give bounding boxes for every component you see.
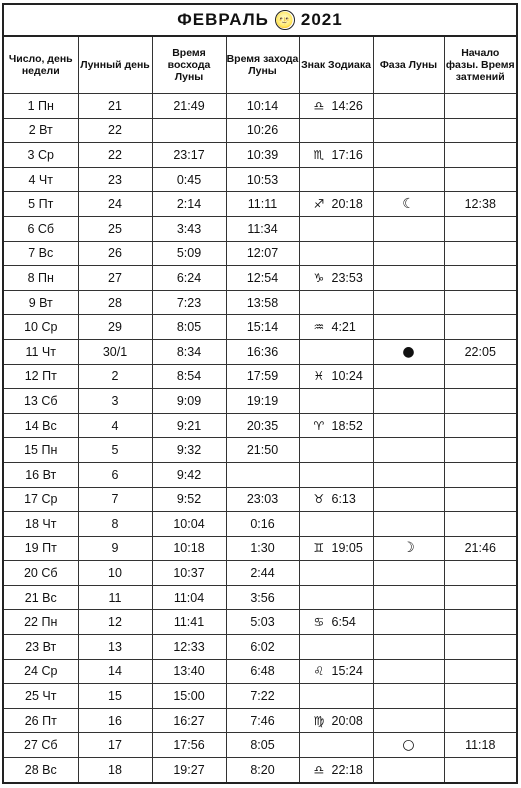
cell-date: 2 Вт: [4, 118, 78, 143]
cell-moonset: 10:53: [226, 167, 299, 192]
cell-date: 19 Пт: [4, 536, 78, 561]
cell-zodiac: [299, 561, 373, 586]
table-row: [4, 536, 516, 561]
cell-phase: [373, 758, 444, 782]
cell-moonset: 0:16: [226, 512, 299, 537]
cell-phase-start: [444, 462, 516, 487]
cell-phase-start: [444, 118, 516, 143]
cell-lunar-day: 22: [78, 143, 152, 168]
cell-zodiac: [299, 192, 373, 217]
header-moonrise: Время восхода Луны: [152, 37, 226, 94]
cell-moonrise: 10:04: [152, 512, 226, 537]
cell-moonset: 23:03: [226, 487, 299, 512]
cell-lunar-day: 27: [78, 266, 152, 291]
cell-zodiac: [299, 364, 373, 389]
cell-moonset: 20:35: [226, 413, 299, 438]
zodiac-sign-icon: ♍: [313, 713, 325, 728]
title-month: ФЕВРАЛЬ: [177, 10, 269, 29]
zodiac-time: 20:08: [331, 713, 363, 728]
cell-moonrise: 19:27: [152, 758, 226, 782]
table-row: [4, 290, 516, 315]
cell-phase: ☽: [373, 536, 444, 561]
cell-moonset: 17:59: [226, 364, 299, 389]
cell-lunar-day: 25: [78, 216, 152, 241]
cell-lunar-day: 24: [78, 192, 152, 217]
cell-moonrise: 16:27: [152, 708, 226, 733]
cell-phase: [373, 216, 444, 241]
cell-lunar-day: 16: [78, 708, 152, 733]
header-zodiac: Знак Зодиака: [299, 37, 373, 94]
cell-moonrise: 13:40: [152, 659, 226, 684]
cell-date: 28 Вс: [4, 758, 78, 782]
cell-moonset: 21:50: [226, 438, 299, 463]
cell-phase: [373, 364, 444, 389]
cell-date: 21 Вс: [4, 585, 78, 610]
cell-zodiac: [299, 167, 373, 192]
zodiac-time: 19:05: [331, 541, 363, 556]
cell-lunar-day: 22: [78, 118, 152, 143]
cell-date: 24 Ср: [4, 659, 78, 684]
table-row: [4, 733, 516, 758]
header-lunar-day: Лунный день: [78, 37, 152, 94]
cell-lunar-day: 13: [78, 635, 152, 660]
cell-date: 17 Ср: [4, 487, 78, 512]
cell-lunar-day: 4: [78, 413, 152, 438]
zodiac-time: 14:26: [331, 98, 363, 113]
cell-moonrise: 10:18: [152, 536, 226, 561]
cell-date: 4 Чт: [4, 167, 78, 192]
cell-zodiac: [299, 708, 373, 733]
cell-moonrise: 9:21: [152, 413, 226, 438]
cell-zodiac: [299, 339, 373, 364]
zodiac-sign-icon: ♒: [313, 320, 325, 335]
cell-moonrise: 21:49: [152, 94, 226, 119]
cell-lunar-day: 6: [78, 462, 152, 487]
table-row: [4, 561, 516, 586]
cell-zodiac: [299, 462, 373, 487]
cell-date: 26 Пт: [4, 708, 78, 733]
cell-lunar-day: 15: [78, 684, 152, 709]
cell-moonrise: 8:54: [152, 364, 226, 389]
cell-phase: [373, 143, 444, 168]
cell-phase: [373, 389, 444, 414]
cell-phase-start: [444, 512, 516, 537]
cell-phase-start: [444, 315, 516, 340]
table-row: [4, 364, 516, 389]
cell-phase: [373, 512, 444, 537]
zodiac-time: 10:24: [331, 369, 363, 384]
cell-lunar-day: 23: [78, 167, 152, 192]
header-moonset: Время захода Луны: [226, 37, 299, 94]
cell-date: 15 Пн: [4, 438, 78, 463]
table-row: [4, 512, 516, 537]
cell-phase-start: [444, 241, 516, 266]
cell-phase-start: 21:46: [444, 536, 516, 561]
cell-phase-start: [444, 758, 516, 782]
cell-zodiac: [299, 635, 373, 660]
cell-date: 16 Вт: [4, 462, 78, 487]
table-row: [4, 192, 516, 217]
zodiac-time: 6:13: [331, 492, 356, 507]
zodiac-time: 6:54: [331, 615, 356, 630]
cell-zodiac: [299, 266, 373, 291]
cell-phase-start: [444, 487, 516, 512]
cell-phase-start: 22:05: [444, 339, 516, 364]
cell-phase-start: [444, 290, 516, 315]
cell-zodiac: [299, 413, 373, 438]
cell-zodiac: [299, 241, 373, 266]
cell-phase: [373, 315, 444, 340]
cell-moonset: 7:46: [226, 708, 299, 733]
cell-moonrise: 12:33: [152, 635, 226, 660]
cell-moonset: 6:48: [226, 659, 299, 684]
cell-date: 18 Чт: [4, 512, 78, 537]
page-title: [4, 5, 516, 37]
cell-zodiac: [299, 290, 373, 315]
table-row: [4, 659, 516, 684]
cell-phase-start: 11:18: [444, 733, 516, 758]
cell-moonrise: 11:41: [152, 610, 226, 635]
cell-lunar-day: 10: [78, 561, 152, 586]
cell-phase-start: [444, 585, 516, 610]
cell-date: 12 Пт: [4, 364, 78, 389]
cell-moonrise: 8:05: [152, 315, 226, 340]
cell-phase-start: [444, 389, 516, 414]
cell-phase: [373, 413, 444, 438]
cell-moonrise: 2:14: [152, 192, 226, 217]
zodiac-time: 15:24: [331, 664, 363, 679]
zodiac-time: 17:16: [331, 147, 363, 162]
cell-moonset: 12:54: [226, 266, 299, 291]
table-row: [4, 462, 516, 487]
table-row: [4, 684, 516, 709]
zodiac-sign-icon: ♑: [313, 270, 325, 285]
table-row: [4, 413, 516, 438]
cell-moonset: 8:20: [226, 758, 299, 782]
cell-moonset: 10:39: [226, 143, 299, 168]
cell-phase: [373, 118, 444, 143]
cell-moonrise: 9:42: [152, 462, 226, 487]
cell-lunar-day: 8: [78, 512, 152, 537]
cell-date: 9 Вт: [4, 290, 78, 315]
cell-lunar-day: 18: [78, 758, 152, 782]
cell-moonrise: [152, 118, 226, 143]
cell-phase-start: [444, 266, 516, 291]
cell-date: 1 Пн: [4, 94, 78, 119]
cell-moonrise: 6:24: [152, 266, 226, 291]
cell-zodiac: [299, 733, 373, 758]
cell-moonrise: 7:23: [152, 290, 226, 315]
cell-moonset: 5:03: [226, 610, 299, 635]
cell-date: 20 Сб: [4, 561, 78, 586]
zodiac-time: 18:52: [331, 418, 363, 433]
cell-phase: [373, 561, 444, 586]
cell-lunar-day: 7: [78, 487, 152, 512]
zodiac-time: 20:18: [331, 197, 363, 212]
cell-date: 6 Сб: [4, 216, 78, 241]
table-header-row: [4, 37, 516, 94]
cell-zodiac: [299, 536, 373, 561]
cell-phase-start: [444, 216, 516, 241]
header-date: Число, день недели: [4, 37, 78, 94]
table-row: [4, 216, 516, 241]
cell-date: 25 Чт: [4, 684, 78, 709]
cell-zodiac: [299, 758, 373, 782]
table-row: [4, 143, 516, 168]
zodiac-sign-icon: ♉: [313, 492, 325, 507]
cell-zodiac: [299, 94, 373, 119]
cell-moonset: 11:34: [226, 216, 299, 241]
zodiac-time: 4:21: [331, 320, 356, 335]
cell-moonset: 13:58: [226, 290, 299, 315]
cell-moonset: 8:05: [226, 733, 299, 758]
cell-moonset: 11:11: [226, 192, 299, 217]
cell-moonrise: 10:37: [152, 561, 226, 586]
cell-phase-start: 12:38: [444, 192, 516, 217]
cell-zodiac: [299, 684, 373, 709]
cell-phase: [373, 684, 444, 709]
cell-moonset: 6:02: [226, 635, 299, 660]
table-row: [4, 241, 516, 266]
cell-lunar-day: 2: [78, 364, 152, 389]
cell-moonset: 1:30: [226, 536, 299, 561]
cell-phase-start: [444, 659, 516, 684]
cell-lunar-day: 21: [78, 94, 152, 119]
header-phase: Фаза Луны: [373, 37, 444, 94]
cell-phase: [373, 610, 444, 635]
cell-date: 8 Пн: [4, 266, 78, 291]
cell-moonset: 10:14: [226, 94, 299, 119]
table-body: [4, 94, 516, 782]
zodiac-time: 23:53: [331, 270, 363, 285]
cell-moonrise: 9:52: [152, 487, 226, 512]
cell-phase: [373, 585, 444, 610]
cell-phase-start: [444, 635, 516, 660]
cell-zodiac: [299, 585, 373, 610]
table-row: [4, 94, 516, 119]
cell-moonrise: 23:17: [152, 143, 226, 168]
cell-moonset: 7:22: [226, 684, 299, 709]
cell-phase: [373, 487, 444, 512]
lunar-calendar-table: [4, 37, 516, 782]
cell-zodiac: [299, 487, 373, 512]
cell-phase: [373, 438, 444, 463]
cell-moonrise: 8:34: [152, 339, 226, 364]
cell-lunar-day: 12: [78, 610, 152, 635]
table-row: [4, 266, 516, 291]
cell-zodiac: [299, 610, 373, 635]
cell-date: 11 Чт: [4, 339, 78, 364]
cell-moonrise: 9:09: [152, 389, 226, 414]
table-row: [4, 438, 516, 463]
table-row: [4, 610, 516, 635]
cell-date: 23 Вт: [4, 635, 78, 660]
cell-phase-start: [444, 364, 516, 389]
moon-face-icon: 🌝: [275, 11, 295, 29]
cell-phase: [373, 241, 444, 266]
cell-date: 14 Вс: [4, 413, 78, 438]
cell-phase-start: [444, 143, 516, 168]
cell-date: 5 Пт: [4, 192, 78, 217]
cell-phase: [373, 659, 444, 684]
cell-moonrise: 0:45: [152, 167, 226, 192]
table-row: [4, 487, 516, 512]
header-phase-start: Начало фазы. Время затмений: [444, 37, 516, 94]
cell-moonset: [226, 462, 299, 487]
zodiac-sign-icon: ♎: [313, 98, 325, 113]
cell-zodiac: [299, 389, 373, 414]
zodiac-time: 22:18: [331, 762, 363, 777]
cell-date: 13 Сб: [4, 389, 78, 414]
table-row: [4, 389, 516, 414]
cell-zodiac: [299, 315, 373, 340]
cell-phase: ○: [373, 733, 444, 758]
cell-phase-start: [444, 413, 516, 438]
table-row: [4, 339, 516, 364]
cell-phase-start: [444, 438, 516, 463]
zodiac-sign-icon: ♐: [313, 197, 325, 212]
cell-phase-start: [444, 561, 516, 586]
cell-moonrise: 9:32: [152, 438, 226, 463]
cell-moonset: 19:19: [226, 389, 299, 414]
cell-moonrise: 11:04: [152, 585, 226, 610]
cell-phase: ●: [373, 339, 444, 364]
cell-moonset: 15:14: [226, 315, 299, 340]
table-row: [4, 315, 516, 340]
cell-lunar-day: 14: [78, 659, 152, 684]
table-row: [4, 118, 516, 143]
cell-phase: [373, 708, 444, 733]
cell-lunar-day: 28: [78, 290, 152, 315]
cell-moonset: 2:44: [226, 561, 299, 586]
cell-date: 10 Ср: [4, 315, 78, 340]
cell-zodiac: [299, 512, 373, 537]
zodiac-sign-icon: ♊: [313, 541, 325, 556]
cell-phase: [373, 462, 444, 487]
cell-phase-start: [444, 708, 516, 733]
cell-date: 22 Пн: [4, 610, 78, 635]
table-row: [4, 585, 516, 610]
cell-phase: [373, 290, 444, 315]
zodiac-sign-icon: ♏: [313, 147, 325, 162]
cell-phase-start: [444, 684, 516, 709]
zodiac-sign-icon: ♎: [313, 762, 325, 777]
cell-phase: [373, 94, 444, 119]
cell-lunar-day: 29: [78, 315, 152, 340]
cell-moonrise: 15:00: [152, 684, 226, 709]
cell-phase: [373, 266, 444, 291]
cell-lunar-day: 11: [78, 585, 152, 610]
table-row: [4, 758, 516, 782]
cell-lunar-day: 26: [78, 241, 152, 266]
calendar-frame: [2, 3, 518, 784]
cell-phase-start: [444, 167, 516, 192]
table-row: [4, 635, 516, 660]
cell-phase: ☾: [373, 192, 444, 217]
cell-lunar-day: 3: [78, 389, 152, 414]
cell-moonset: 12:07: [226, 241, 299, 266]
title-year: 2021: [300, 10, 343, 29]
cell-lunar-day: 9: [78, 536, 152, 561]
cell-moonrise: 3:43: [152, 216, 226, 241]
cell-lunar-day: 17: [78, 733, 152, 758]
cell-zodiac: [299, 438, 373, 463]
cell-zodiac: [299, 216, 373, 241]
zodiac-sign-icon: ♈: [313, 418, 325, 433]
table-row: [4, 167, 516, 192]
cell-date: 7 Вс: [4, 241, 78, 266]
cell-zodiac: [299, 659, 373, 684]
cell-moonset: 16:36: [226, 339, 299, 364]
zodiac-sign-icon: ♓: [313, 369, 325, 384]
cell-date: 27 Сб: [4, 733, 78, 758]
table-row: [4, 708, 516, 733]
zodiac-sign-icon: ♌: [313, 664, 325, 679]
cell-moonrise: 17:56: [152, 733, 226, 758]
cell-moonset: 3:56: [226, 585, 299, 610]
cell-phase: [373, 167, 444, 192]
cell-zodiac: [299, 118, 373, 143]
cell-phase-start: [444, 610, 516, 635]
cell-moonrise: 5:09: [152, 241, 226, 266]
cell-lunar-day: 5: [78, 438, 152, 463]
cell-zodiac: [299, 143, 373, 168]
zodiac-sign-icon: ♋: [313, 615, 325, 630]
cell-phase-start: [444, 94, 516, 119]
cell-moonset: 10:26: [226, 118, 299, 143]
cell-date: 3 Ср: [4, 143, 78, 168]
cell-lunar-day: 30/1: [78, 339, 152, 364]
cell-phase: [373, 635, 444, 660]
